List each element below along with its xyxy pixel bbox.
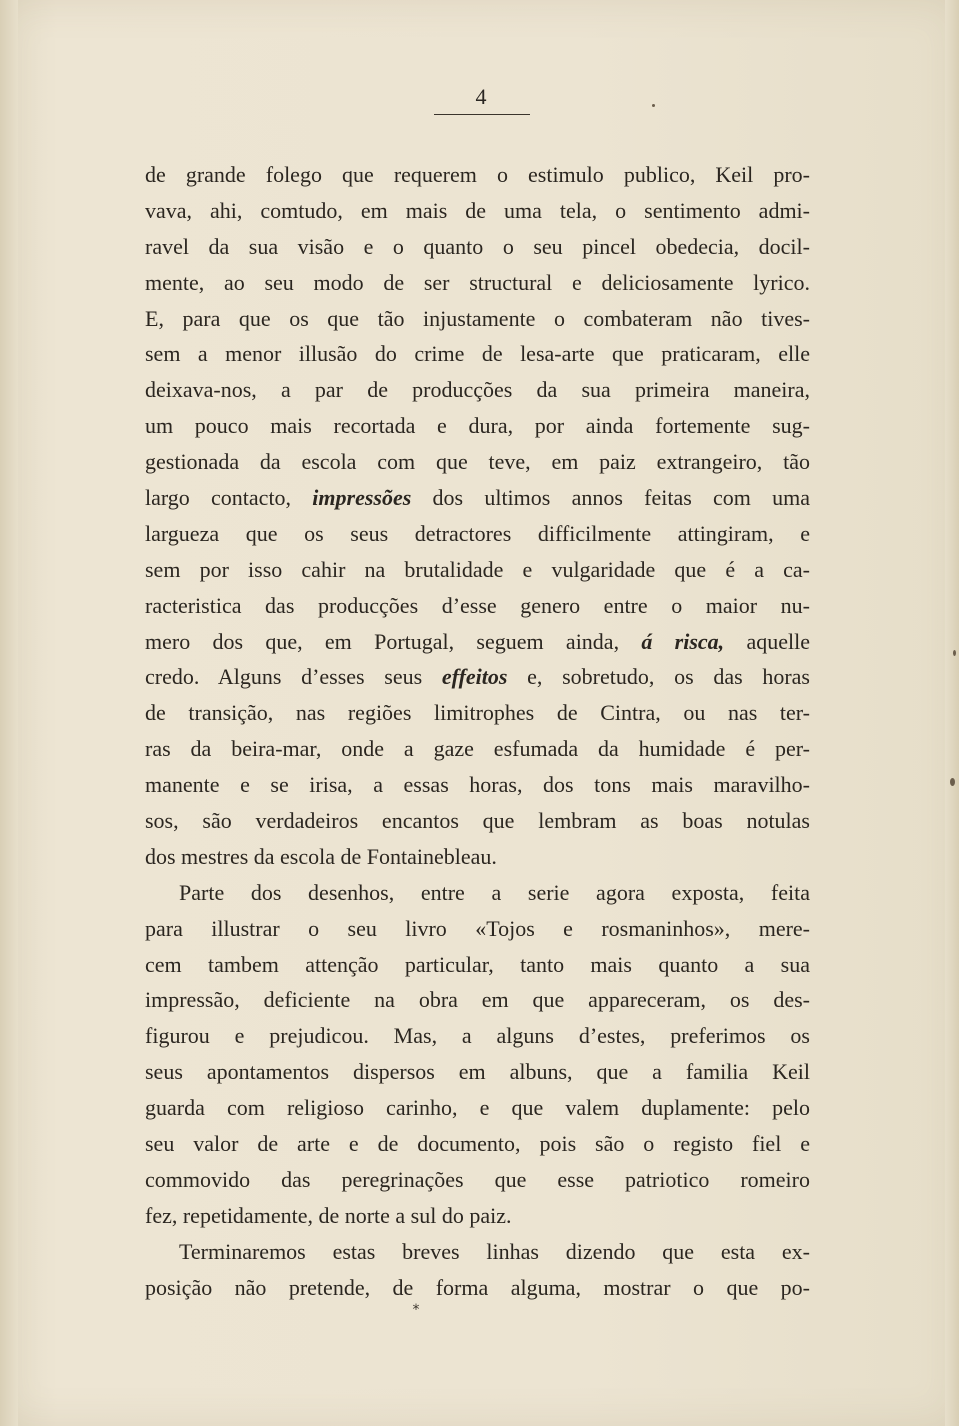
text-line: mente, ao seu modo de ser structural e deliciosamente lyrico. xyxy=(145,269,810,295)
text-line: seus apontamentos dispersos em albuns, que a familia Keil xyxy=(145,1059,810,1085)
text-line: racteristica das producções d’esse genero entre o maior nu- xyxy=(145,592,810,618)
text-line: de grande folego que requerem o estimulo publico, Keil pro- xyxy=(145,162,810,187)
text-line xyxy=(145,659,810,695)
text-line xyxy=(145,624,810,660)
text-line: cem tambem attenção particular, tanto mais quanto a sua xyxy=(145,951,810,977)
text-line: gestionada da escola com que teve, em paiz extrangeiro, tão xyxy=(145,449,810,475)
text-line: sem a menor illusão do crime de lesa-arte que praticaram, elle xyxy=(145,341,810,367)
signature-mark: * xyxy=(412,1302,420,1318)
italic-term: impressões xyxy=(312,485,412,511)
page-number: 4 xyxy=(475,84,487,109)
text-line: impressão, deficiente na obra em que appareceram, os des- xyxy=(145,987,810,1013)
text-line: commovido das peregrinações que esse patriotico romeiro xyxy=(145,1166,810,1192)
text-line: manente e se irisa, a essas horas, dos tons mais maravilho- xyxy=(145,772,810,798)
paper-speck xyxy=(950,778,955,786)
text-line: um pouco mais recortada e dura, por ainda fortemente sug- xyxy=(145,413,810,439)
italic-term: effeitos xyxy=(441,664,508,690)
text-line: Parte dos desenhos, entre a serie agora exposta, feita xyxy=(179,879,810,905)
text-line: E, para que os que tão injustamente o combateram não tives- xyxy=(145,305,810,331)
text-line: largueza que os seus detractores difficilmente attingiram, e xyxy=(145,520,810,546)
text-line: figurou e prejudicou. Mas, a alguns d’estes, preferimos os xyxy=(145,1023,810,1049)
text-line: dos mestres da escola de Fontainebleau. xyxy=(145,843,497,869)
text-line: fez, repetidamente, de norte a sul do paiz. xyxy=(145,1202,512,1228)
body-text xyxy=(145,157,810,1306)
text-line: Terminaremos estas breves linhas dizendo que esta ex- xyxy=(179,1238,810,1264)
page-right-edge xyxy=(945,0,959,1426)
text-segment: dos ultimos annos feitas com uma xyxy=(411,485,810,511)
text-line: posição não pretende, de forma alguma, mostrar o que po- xyxy=(145,1274,810,1300)
text-line: deixava-nos, a par de producções da sua primeira maneira, xyxy=(145,377,810,403)
text-line: ravel da sua visão e o quanto o seu pincel obedecia, docil- xyxy=(145,233,810,259)
text-line: guarda com religioso carinho, e que valem duplamente: pelo xyxy=(145,1095,810,1121)
text-line: sem por isso cahir na brutalidade e vulgaridade que é a ca- xyxy=(145,556,810,582)
text-segment: e, sobretudo, os das horas xyxy=(507,664,810,690)
text-line xyxy=(145,480,810,516)
text-line: seu valor de arte e de documento, pois são o registo fiel e xyxy=(145,1131,810,1157)
page-number-rule xyxy=(434,114,530,115)
text-segment: largo contacto, xyxy=(145,485,313,511)
text-segment: aquelle xyxy=(724,628,810,654)
paper-speck xyxy=(652,104,655,107)
text-line: sos, são verdadeiros encantos que lembram as boas notulas xyxy=(145,808,810,834)
text-line: de transição, nas regiões limitrophes de Cintra, ou nas ter- xyxy=(145,700,810,726)
text-line: vava, ahi, comtudo, em mais de uma tela, o sentimento admi- xyxy=(145,197,810,223)
page-left-edge xyxy=(0,0,18,1426)
text-segment: mero dos que, em Portugal, seguem ainda, xyxy=(145,628,642,654)
text-segment: credo. Alguns d’esses seus xyxy=(145,664,442,690)
italic-term: á risca, xyxy=(641,628,725,654)
paper-speck xyxy=(953,650,956,656)
text-line: para illustrar o seu livro «Tojos e rosmaninhos», mere- xyxy=(145,915,810,941)
text-line: ras da beira-mar, onde a gaze esfumada da humidade é per- xyxy=(145,736,810,762)
